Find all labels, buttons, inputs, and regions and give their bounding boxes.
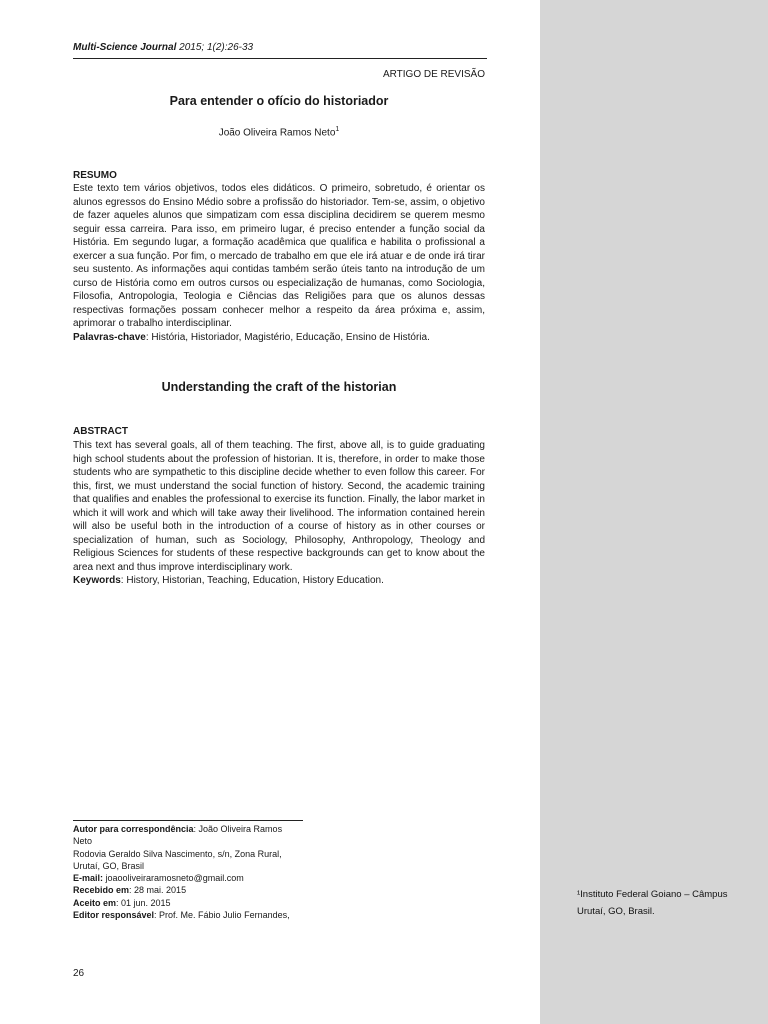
author-name: João Oliveira Ramos Neto (218, 127, 336, 139)
corr-accepted (73, 897, 303, 909)
corr-accepted-label: Aceito em (73, 897, 117, 908)
corr-author-value: : João Oliveira Ramos Neto (73, 824, 283, 847)
resumo-text: Este texto tem vários objetivos, todos eles didáticos. O primeiro, sobretudo, é orientar os alunos egressos do Ensino Médio sobre a profissão do historiador. Tem-se, assim, o objetivo de fazer aqueles alunos que simpatizam com essa disciplina decidirem se querem mesmo seguir essa carreira. Para isso, em primeiro lugar, é preciso entender a função social da História. Em segundo lugar, a formação acadêmica que qualifica e habilita o profissional a exercer a sua função. Por fim, o mercado de trabalho em que ele irá atuar e de onde irá tirar seu sustento. As informações aqui contidas também serão úteis tanto na introdução de um curso de História como em outros cursos ou especialização de humanas, como Sociologia, Filosofia, Antropologia, Teologia e Ciências das Religiões para que os alunos dessas respectivas formações possam conhecer melhor a respeito da área próxima e, assim, aprimorar o trabalho interdisciplinar. (73, 183, 485, 329)
resumo-heading: RESUMO (73, 170, 117, 181)
author-line (73, 126, 485, 138)
page-number: 26 (73, 968, 85, 979)
corr-email-value: joaooliveiraramosneto@gmail.com (103, 873, 244, 884)
palavras-chave-label: Palavras-chave (73, 331, 146, 343)
corr-author (73, 823, 303, 848)
corr-editor (73, 909, 303, 921)
journal-header (73, 42, 487, 59)
corr-received-label: Recebido em (73, 885, 130, 896)
abstract-text: This text has several goals, all of them teaching. The first, above all, is to guide graduating high school students about the profession of historian. It is, therefore, in order to make those students who are sympathetic to this discipline decide whether to even follow this career. For this, first, we must understand the social function of history. Second, the academic training that qualifies and enables the professional to exercise its function. Finally, the labor market in which it will work and which will take away their livelihood. The information contained herein will also be useful both in the introduction of a course of history as in other courses or specialization of human, such as Sociology, Philosophy, Anthropology, Theology and Religious Sciences for students of these respective backgrounds can get to know about the area next and thus improve interdisciplinary work. (73, 440, 485, 573)
corr-editor-value: : Prof. Me. Fábio Julio Fernandes, (154, 910, 290, 921)
corr-editor-label: Editor responsável (73, 910, 155, 921)
journal-meta: 2015; 1(2):26-33 (176, 42, 254, 53)
corr-author-label: Autor para correspondência (73, 824, 194, 834)
abstract-body (73, 439, 485, 588)
affiliation-note: ¹Instituto Federal Goiano – Câmpus Urutaí, GO, Brasil. (577, 889, 728, 917)
corr-received-value: : 28 mai. 2015 (129, 885, 187, 896)
abstract-heading: ABSTRACT (73, 426, 128, 437)
palavras-chave-text: : História, Historiador, Magistério, Educação, Ensino de História. (145, 331, 430, 343)
corr-accepted-value: : 01 jun. 2015 (116, 897, 171, 908)
corr-received (73, 884, 303, 896)
correspondence-block (73, 820, 303, 921)
corr-email (73, 872, 303, 884)
journal-name: Multi-Science Journal (73, 42, 177, 53)
article-title-pt: Para entender o ofício do historiador (169, 94, 389, 108)
sidebar-panel (540, 0, 768, 1024)
article-title-en: Understanding the craft of the historian (161, 380, 397, 394)
keywords-text: : History, Historian, Teaching, Education, History Education. (120, 575, 384, 586)
article-type: ARTIGO DE REVISÃO (382, 69, 485, 80)
resumo-body (73, 182, 485, 344)
corr-address-line1: Rodovia Geraldo Silva Nascimento, s/n, Zona Rural, (73, 848, 282, 859)
corr-address-line2: Urutaí, GO, Brasil (73, 860, 145, 871)
keywords-label: Keywords (73, 575, 121, 586)
corr-email-label: E-mail: (73, 873, 104, 884)
author-marker: 1 (335, 126, 340, 133)
